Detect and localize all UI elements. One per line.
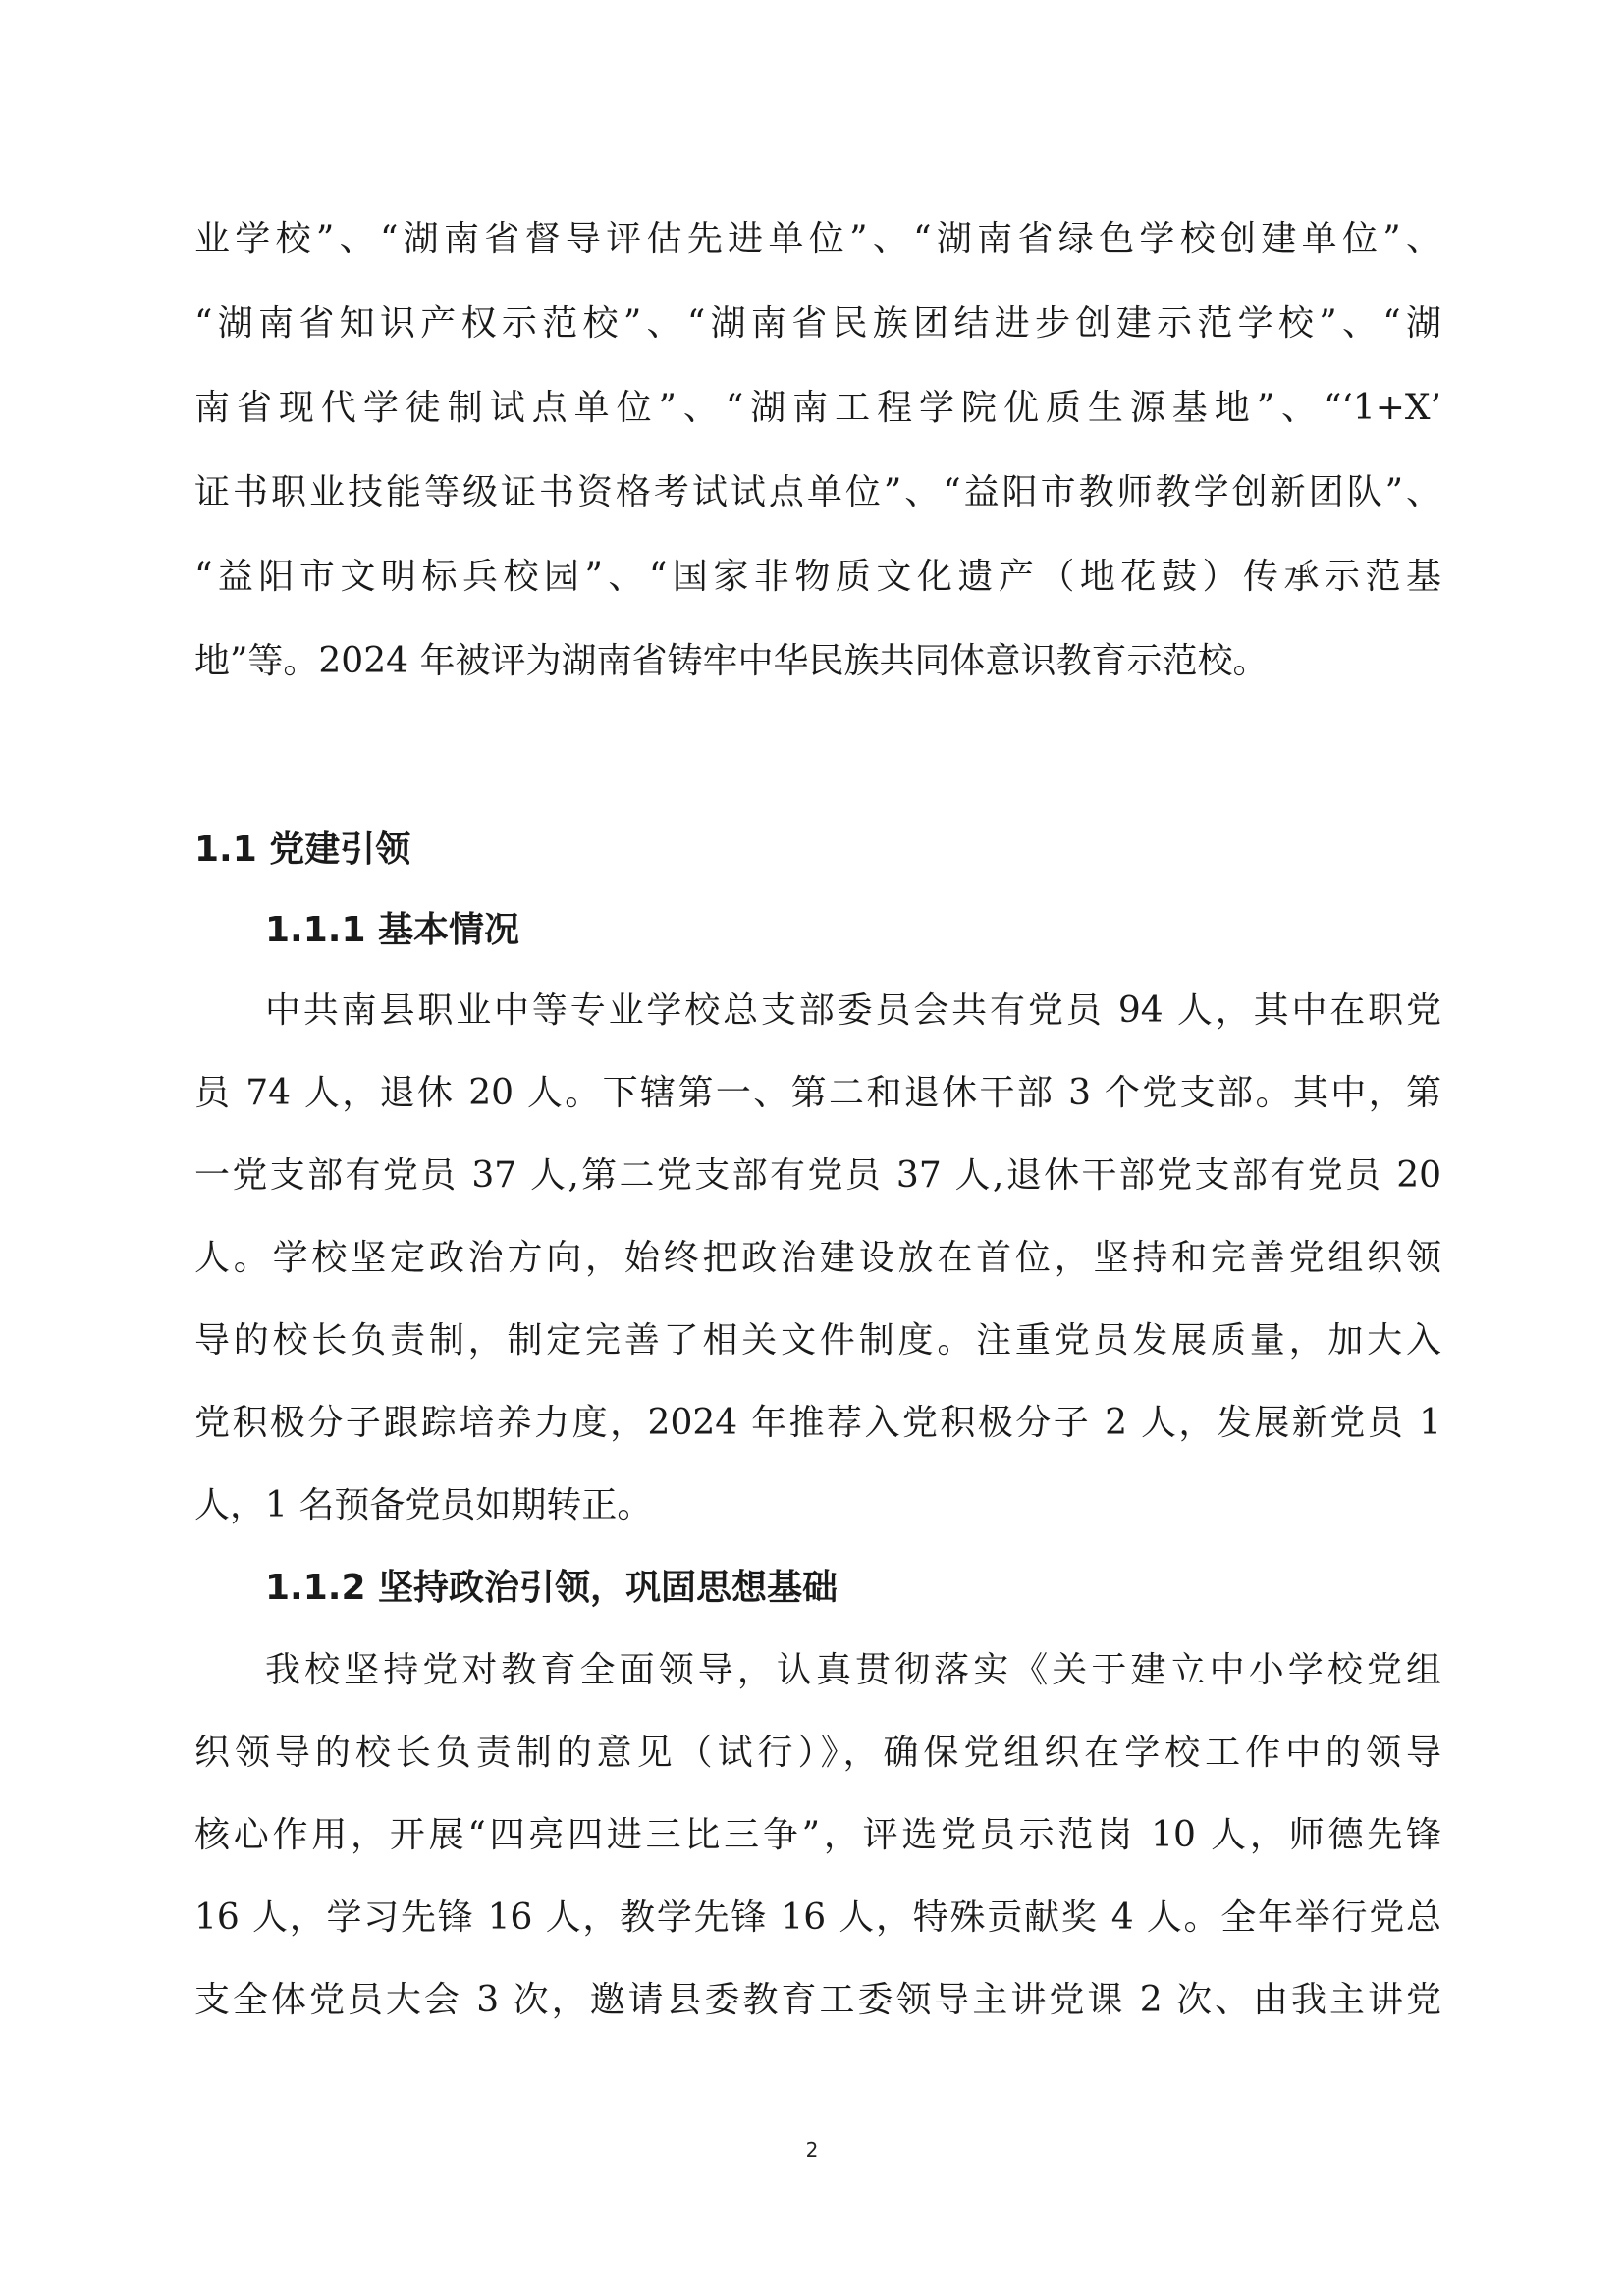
intro-line-6: 地”等。2024 年被评为湖南省铸牢中华民族共同体意识教育示范校。 xyxy=(194,641,1269,681)
intro-line-1: 业学校”、“湖南省督导评估先进单位”、“湖南省绿色学校创建单位”、 xyxy=(194,219,1441,259)
sub2-line-4: 16 人，学习先锋 16 人，教学先锋 16 人，特殊贡献奖 4 人。全年举行党总 xyxy=(194,1897,1441,1938)
sub2-line-5: 支全体党员大会 3 次，邀请县委教育工委领导主讲党课 2 次、由我主讲党 xyxy=(194,1980,1441,2020)
sub1-line-7: 人，1 名预备党员如期转正。 xyxy=(194,1485,653,1525)
subsection-2-heading: 1.1.2 坚持政治引领，巩固思想基础 xyxy=(265,1568,839,1608)
sub1-line-4: 人。学校坚定政治方向，始终把政治建设放在首位，坚持和完善党组织领 xyxy=(194,1238,1441,1278)
sub1-line-1: 中共南县职业中等专业学校总支部委员会共有党员 94 人，其中在职党 xyxy=(265,990,1441,1031)
section-heading: 1.1 党建引领 xyxy=(194,829,411,870)
subsection-1-heading: 1.1.1 基本情况 xyxy=(265,910,520,950)
sub2-line-1: 我校坚持党对教育全面领导，认真贯彻落实《关于建立中小学校党组 xyxy=(265,1650,1441,1690)
sub1-line-2: 员 74 人，退休 20 人。下辖第一、第二和退休干部 3 个党支部。其中，第 xyxy=(194,1073,1441,1113)
sub2-line-3: 核心作用，开展“四亮四进三比三争”，评选党员示范岗 10 人，师德先锋 xyxy=(194,1815,1441,1855)
intro-line-4: 证书职业技能等级证书资格考试试点单位”、“益阳市教师教学创新团队”、 xyxy=(194,472,1441,512)
sub1-line-3: 一党支部有党员 37 人,第二党支部有党员 37 人,退休干部党支部有党员 20 xyxy=(194,1155,1441,1196)
sub1-line-6: 党积极分子跟踪培养力度，2024 年推荐入党积极分子 2 人，发展新党员 1 xyxy=(194,1403,1441,1443)
intro-line-2: “湖南省知识产权示范校”、“湖南省民族团结进步创建示范学校”、“湖 xyxy=(194,303,1441,344)
intro-line-3: 南省现代学徒制试点单位”、“湖南工程学院优质生源基地”、“‘1+X’ xyxy=(194,388,1441,428)
page-number: 2 xyxy=(805,2138,819,2162)
sub2-line-2: 织领导的校长负责制的意见（试行）》，确保党组织在学校工作中的领导 xyxy=(194,1733,1441,1773)
sub1-line-5: 导的校长负责制，制定完善了相关文件制度。注重党员发展质量，加大入 xyxy=(194,1320,1441,1361)
intro-line-5: “益阳市文明标兵校园”、“国家非物质文化遗产（地花鼓）传承示范基 xyxy=(194,557,1441,597)
